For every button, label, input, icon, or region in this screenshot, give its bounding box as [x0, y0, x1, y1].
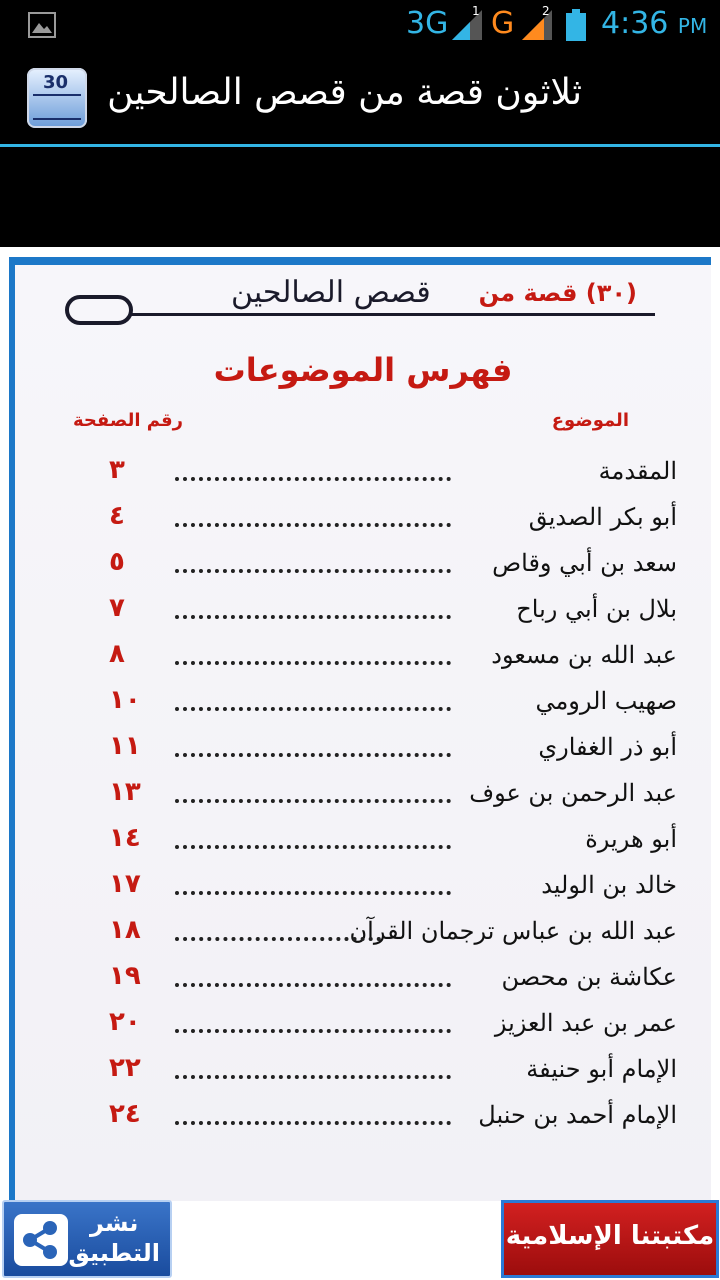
- battery-icon: [566, 9, 586, 41]
- toc-row-title: المقدمة: [598, 457, 677, 485]
- toc-row-page: ٢٤: [109, 1099, 141, 1129]
- app-icon-number: 30: [43, 72, 69, 93]
- toc-row-page: ٢٠: [109, 1007, 141, 1037]
- toc-row-title: أبو بكر الصديق: [528, 503, 677, 531]
- toc-row[interactable]: [15, 775, 711, 821]
- share-label-line1: نشر: [89, 1209, 139, 1237]
- toc-row[interactable]: [15, 683, 711, 729]
- our-library-button[interactable]: [501, 1200, 719, 1278]
- toc-row-title: عبد الرحمن بن عوف: [469, 779, 677, 807]
- leader-dots: [175, 933, 381, 941]
- book-page-image[interactable]: [9, 257, 711, 1201]
- leader-dots: [175, 565, 451, 573]
- toc-row-page: ١٩: [109, 961, 141, 991]
- app-icon[interactable]: [27, 68, 87, 128]
- leader-dots: [175, 749, 451, 757]
- app-title: ثلاثون قصة من قصص الصالحين: [107, 72, 582, 113]
- toc-row-page: ٧: [109, 593, 125, 623]
- toc-row[interactable]: [15, 637, 711, 683]
- toc-row-title: عبد الله بن عباس ترجمان القرآن: [349, 917, 677, 945]
- toc-row-page: ٣: [109, 455, 125, 485]
- toc-row-page: ١٨: [109, 915, 141, 945]
- toc-row-page: ٢٢: [109, 1053, 141, 1083]
- toc-row-title: خالد بن الوليد: [541, 871, 677, 899]
- leader-dots: [175, 519, 451, 527]
- leader-dots: [175, 1117, 451, 1125]
- share-icon: [14, 1214, 68, 1266]
- toc-row[interactable]: [15, 867, 711, 913]
- header-book-title: قصص الصالحين: [225, 275, 437, 310]
- app-icon-calligraphy: [33, 94, 81, 120]
- leader-dots: [175, 1071, 451, 1079]
- our-library-label: مكتبتنا الإسلامية: [505, 1221, 715, 1251]
- share-label-line2: التطبيق: [68, 1239, 160, 1267]
- column-page-header: رقم الصفحة: [73, 410, 184, 431]
- toc-row[interactable]: [15, 545, 711, 591]
- toc-row-title: أبو ذر الغفاري: [538, 733, 677, 761]
- toc-row[interactable]: [15, 729, 711, 775]
- network-g-label: G: [491, 6, 515, 41]
- toc-row-title: بلال بن أبي رباح: [516, 595, 677, 623]
- toc-row[interactable]: [15, 913, 711, 959]
- toc-row[interactable]: [15, 821, 711, 867]
- toc-row[interactable]: [15, 1097, 711, 1143]
- toc-row-page: ٥: [109, 547, 125, 577]
- leader-dots: [175, 1025, 451, 1033]
- column-topic-header: الموضوع: [551, 410, 629, 431]
- leader-dots: [175, 473, 451, 481]
- header-count-text: (٣٠) قصة من: [471, 279, 645, 307]
- toc-title: فهرس الموضوعات: [213, 351, 513, 389]
- toc-row-page: ٨: [109, 639, 125, 669]
- leader-dots: [175, 841, 451, 849]
- toc-row-page: ١٣: [109, 777, 141, 807]
- toc-row-page: ١٠: [109, 685, 141, 715]
- toc-list: [15, 453, 711, 1143]
- toc-row-title: الإمام أبو حنيفة: [526, 1055, 677, 1083]
- toc-row-title: سعد بن أبي وقاص: [492, 549, 677, 577]
- toc-row-page: ١٧: [109, 869, 141, 899]
- toc-row-page: ٤: [109, 501, 125, 531]
- share-app-button[interactable]: [2, 1200, 172, 1278]
- toc-row-title: أبو هريرة: [585, 825, 677, 853]
- status-bar: [0, 0, 720, 50]
- leader-dots: [175, 703, 451, 711]
- toc-row-page: ١١: [109, 731, 141, 761]
- header-ornament: [65, 295, 133, 325]
- share-app-label: [68, 1208, 160, 1268]
- header-rule: [75, 313, 655, 316]
- leader-dots: [175, 611, 451, 619]
- clock: 4:36 PM: [601, 6, 708, 41]
- toc-row[interactable]: [15, 499, 711, 545]
- leader-dots: [175, 657, 451, 665]
- toc-row[interactable]: [15, 1005, 711, 1051]
- action-bar: [0, 50, 720, 144]
- sim2-label: 2: [542, 4, 550, 18]
- image-notification-icon: [28, 12, 56, 38]
- toc-row[interactable]: [15, 453, 711, 499]
- sim1-label: 1: [472, 4, 480, 18]
- network-3g-label: 3G: [406, 6, 449, 41]
- toc-row-title: الإمام أحمد بن حنبل: [478, 1101, 677, 1129]
- leader-dots: [175, 795, 451, 803]
- toc-row-title: عكاشة بن محصن: [501, 963, 677, 991]
- leader-dots: [175, 979, 451, 987]
- toc-row-page: ١٤: [109, 823, 141, 853]
- leader-dots: [175, 887, 451, 895]
- toc-row-title: عمر بن عبد العزيز: [494, 1009, 677, 1037]
- toc-row-title: صهيب الرومي: [535, 687, 677, 715]
- ad-space: [0, 147, 720, 247]
- toc-row[interactable]: [15, 1051, 711, 1097]
- toc-row[interactable]: [15, 591, 711, 637]
- toc-row[interactable]: [15, 959, 711, 1005]
- toc-row-title: عبد الله بن مسعود: [491, 641, 677, 669]
